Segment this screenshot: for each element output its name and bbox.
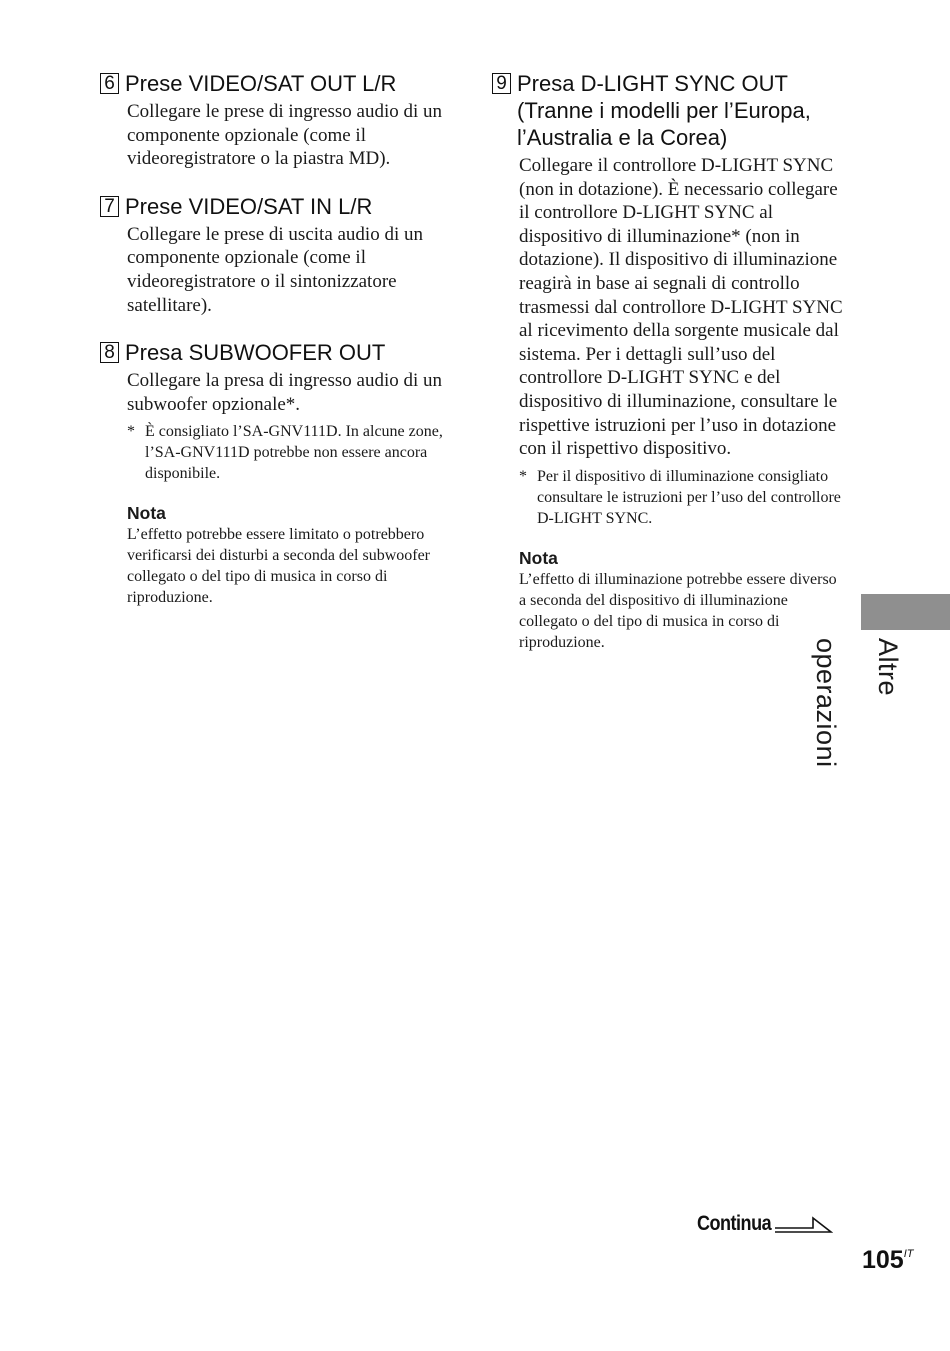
note-text: L’effetto potrebbe essere limitato o potrebbero verificarsi dei disturbi a seconda del subwoofer collegato o del tipo di musica in corso di riproduzione. bbox=[127, 526, 431, 607]
section-7 bbox=[100, 193, 450, 317]
section-body: Collegare il controllore D-LIGHT SYNC (non in dotazione). È necessario collegare il controllore D-LIGHT SYNC al dispositivo di illuminazione* (non in dotazione). Il dispositivo di illuminazione reagirà in base ai segnali di controllo trasmessi dal controllore D-LIGHT SYNC al ricevimento della sorgente musicale dal sistema. Per i dettagli sull’uso del controllore D-LIGHT SYNC e del dispositivo di illuminazione, consultare le rispettive istruzioni per l’uso in dotazione con il rispettivo dispositivo. bbox=[519, 155, 843, 460]
section-number: 9 bbox=[492, 73, 511, 94]
section-title: Prese VIDEO/SAT IN L/R bbox=[125, 193, 373, 219]
section-title: Prese VIDEO/SAT OUT L/R bbox=[125, 71, 397, 96]
page-number-value: 105 bbox=[862, 1246, 904, 1274]
section-title: Presa D-LIGHT SYNC OUT (Tranne i modelli per l’Europa, l’Australia e la Corea) bbox=[517, 71, 811, 150]
right-column bbox=[492, 70, 844, 675]
section-heading bbox=[100, 339, 450, 366]
section-number: 6 bbox=[100, 73, 119, 94]
side-tab bbox=[861, 594, 950, 630]
note bbox=[519, 547, 844, 653]
section-body: Collegare le prese di ingresso audio di un componente opzionale (come il videoregistratore o la piastra MD). bbox=[127, 101, 443, 170]
section-heading bbox=[100, 70, 450, 97]
section-6 bbox=[100, 70, 450, 171]
left-column bbox=[100, 70, 450, 630]
section-9 bbox=[492, 70, 844, 653]
continue-label: Continua bbox=[697, 1212, 772, 1235]
arrow-right-icon bbox=[773, 1212, 833, 1236]
note bbox=[127, 502, 450, 608]
section-body: Collegare la presa di ingresso audio di un subwoofer opzionale*. bbox=[127, 370, 443, 415]
section-title: Presa SUBWOOFER OUT bbox=[125, 340, 386, 366]
footnote-mark: * bbox=[519, 467, 527, 485]
section-heading bbox=[100, 193, 450, 220]
side-tab-label: Altre operazioni bbox=[811, 638, 903, 768]
note-title: Nota bbox=[127, 503, 166, 524]
footnote-text: Per il dispositivo di illuminazione consigliato consultare le istruzioni per l’uso del controllore D-LIGHT SYNC. bbox=[537, 467, 841, 527]
page-number bbox=[862, 1246, 914, 1275]
note-text: L’effetto di illuminazione potrebbe essere diverso a seconda del dispositivo di illuminazione collegato o del tipo di musica in corso di riproduzione. bbox=[519, 570, 837, 651]
section-number: 7 bbox=[100, 196, 119, 217]
footnote bbox=[127, 421, 450, 484]
continue-indicator bbox=[697, 1212, 833, 1236]
page-language-suffix: IT bbox=[903, 1248, 914, 1260]
section-body: Collegare le prese di uscita audio di un componente opzionale (come il videoregistratore o il sintonizzatore satellitare). bbox=[127, 223, 423, 316]
section-number: 8 bbox=[100, 342, 119, 363]
note-title: Nota bbox=[519, 547, 558, 568]
footnote bbox=[519, 466, 844, 529]
section-heading bbox=[492, 70, 844, 151]
section-8 bbox=[100, 339, 450, 608]
footnote-text: È consigliato l’SA-GNV111D. In alcune zone, l’SA-GNV111D potrebbe non essere ancora disponibile. bbox=[145, 423, 443, 483]
footnote-mark: * bbox=[127, 423, 135, 441]
